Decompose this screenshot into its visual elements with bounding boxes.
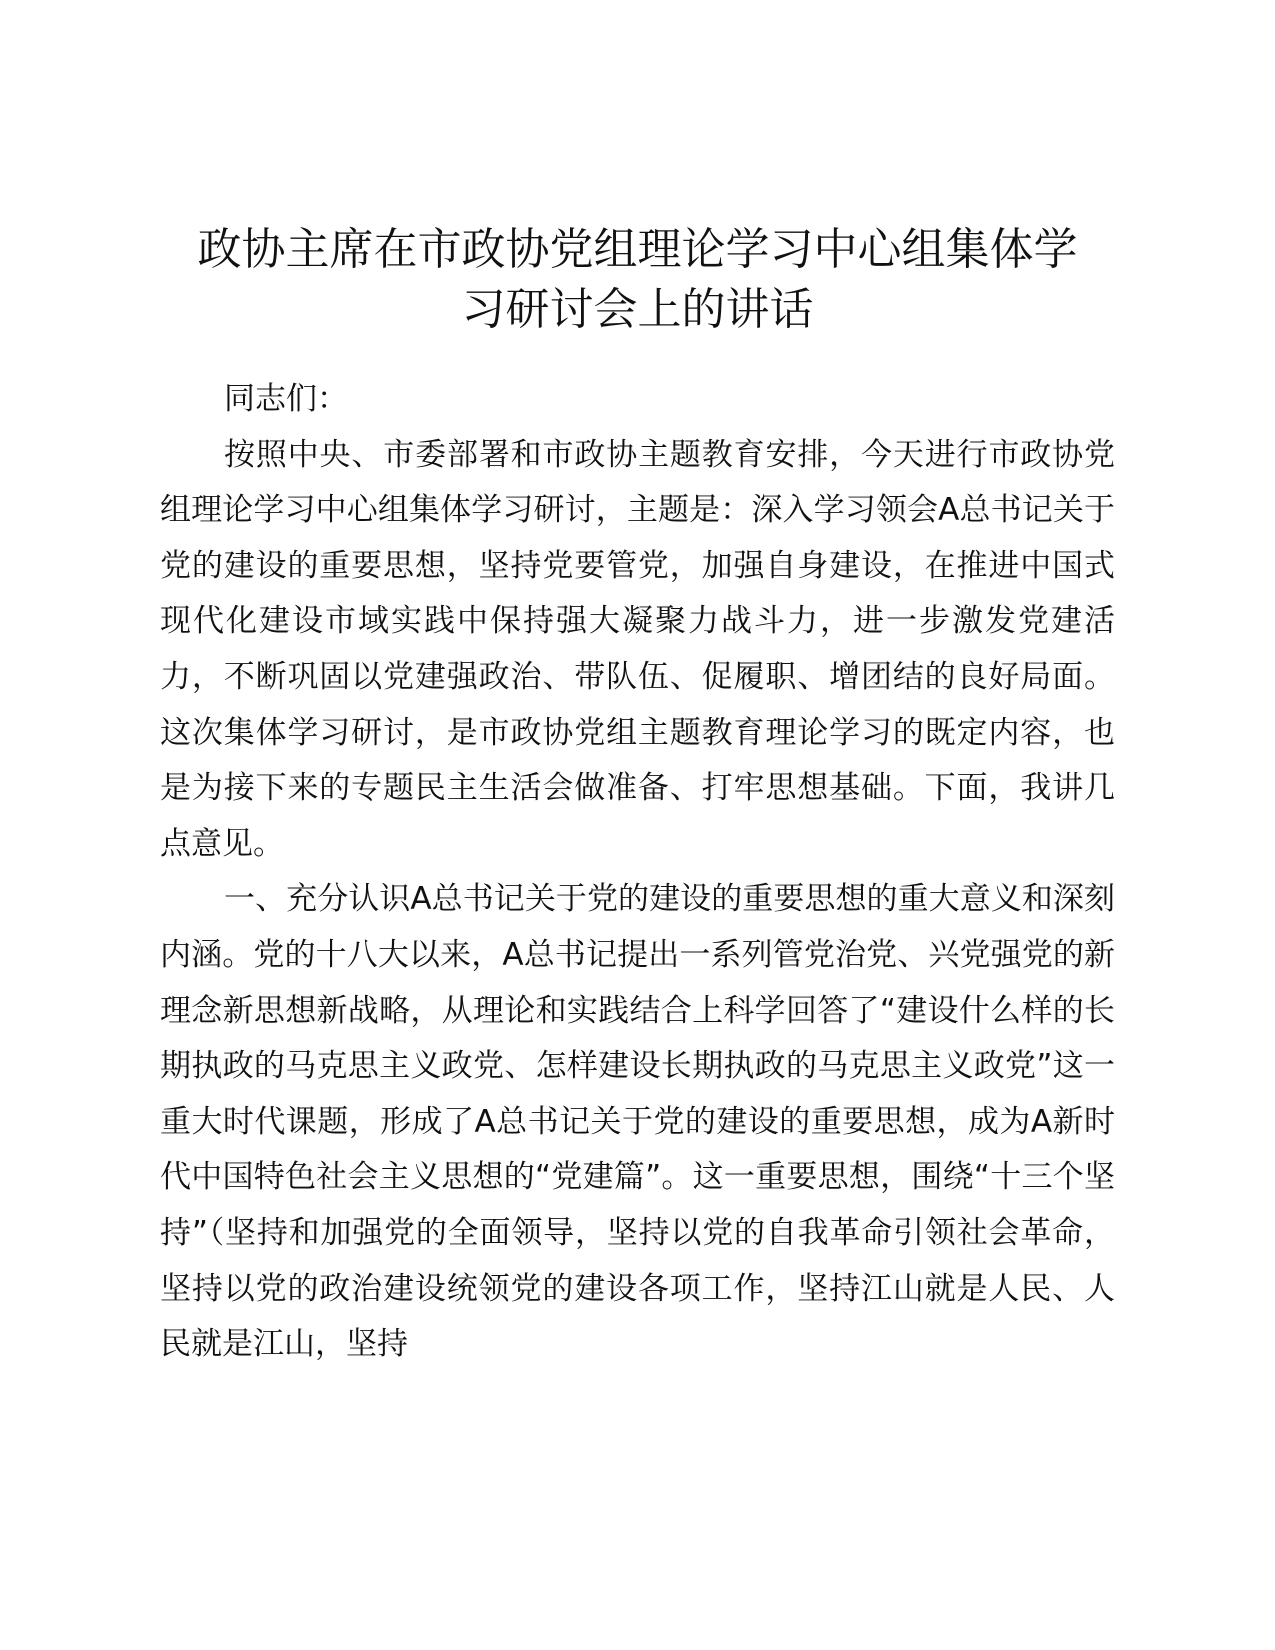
title-line-2: 习研讨会上的讲话 [461,284,814,335]
title-line-1: 政协主席在市政协党组理论学习中心组集体学 [197,224,1078,275]
paragraph-section-one: 一、充分认识A总书记关于党的建设的重要思想的重大意义和深刻内涵。党的十八大以来，A总书记提出一系列管党治党、兴党强党的新理念新思想新战略，从理论和实践结合上科学回答了“建设什么样的长期执政的马克思主义政党、怎样建设长期执政的马克思主义政党”这一重大时代课题，形成了A总书记关于党的建设的重要思想，成为A新时代中国特色社会主义思想的“党建篇”。这一重要思想，围绕“十三个坚持”（坚持和加强党的全面领导，坚持以党的自我革命引领社会革命，坚持以党的政治建设统领党的建设各项工作，坚持江山就是人民、人民就是江山，坚持 [160,881,1115,1363]
paragraph-intro: 按照中央、市委部署和市政协主题教育安排，今天进行市政协党组理论学习中心组集体学习研讨，主题是：深入学习领会A总书记关于党的建设的重要思想，坚持党要管党，加强自身建设，在推进中国式现代化建设市域实践中保持强大凝聚力战斗力，进一步激发党建活力，不断巩固以党建强政治、带队伍、促履职、增团结的良好局面。这次集体学习研讨，是市政协党组主题教育理论学习的既定内容，也是为接下来的专题民主生活会做准备、打牢思想基础。下面，我讲几点意见。 [160,436,1115,862]
document-body [160,372,1115,1373]
document-title [160,220,1115,340]
salutation: 同志们： [224,381,348,417]
